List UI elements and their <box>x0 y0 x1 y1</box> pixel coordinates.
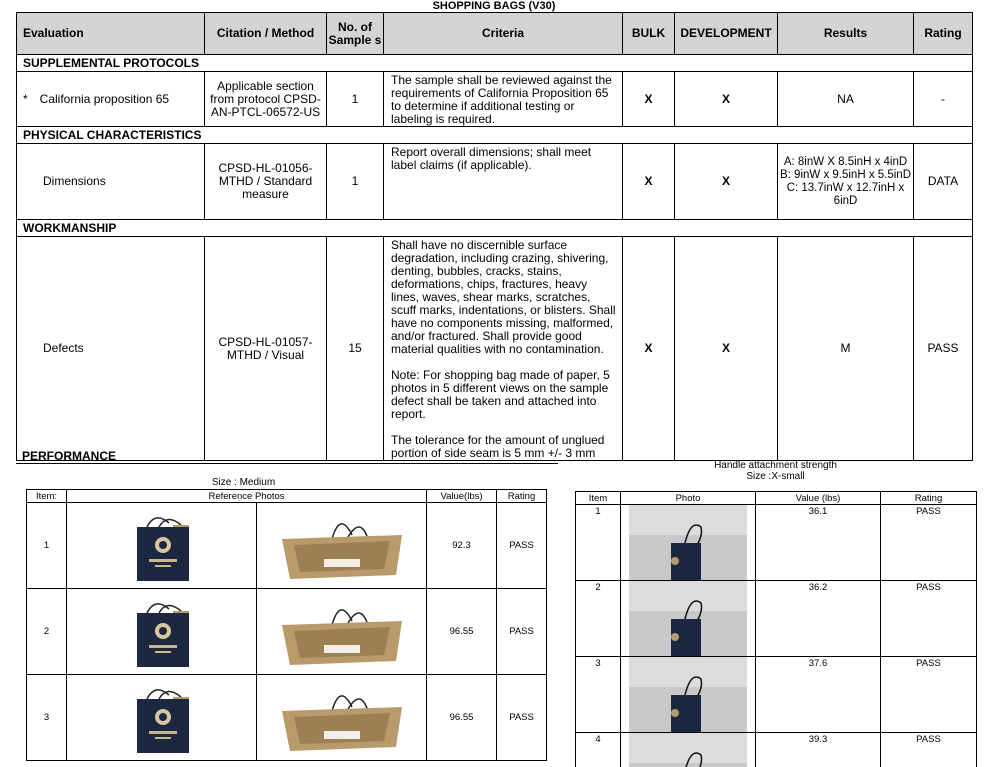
bag-open-photo <box>272 595 412 669</box>
evaluation-cell: Defects <box>17 237 205 461</box>
header-evaluation: Evaluation <box>17 13 205 55</box>
header-results: Results <box>778 13 914 55</box>
rating-cell: DATA <box>914 144 973 220</box>
rating-cell: PASS <box>914 237 973 461</box>
photo-table-row <box>27 589 547 675</box>
open-photo-cell <box>257 589 427 675</box>
citation-cell: Applicable section from protocol CPSD-AN-PTCL-06572-US <box>205 72 327 127</box>
open-photo-cell <box>257 675 427 761</box>
criteria-cell <box>384 237 623 461</box>
bag-front-photo <box>107 509 217 583</box>
handle-value-cell: 36.2 <box>756 581 881 657</box>
section-supplemental: SUPPLEMENTAL PROTOCOLS <box>17 55 973 72</box>
photo-value-cell: 96.55 <box>427 589 497 675</box>
handle-test-photo <box>629 657 747 732</box>
dimension-result-c: C: 13.7inW x 12.7inH x 6inD <box>786 181 905 207</box>
section-physical: PHYSICAL CHARACTERISTICS <box>17 127 973 144</box>
table-row <box>17 237 973 461</box>
handle-table-row <box>576 581 977 657</box>
handle-photo-cell <box>621 505 756 581</box>
bag-front-photo <box>107 681 217 755</box>
handle-photo-cell <box>621 733 756 767</box>
open-photo-cell <box>257 503 427 589</box>
test-protocol-table <box>16 12 973 461</box>
handle-test-photo <box>629 581 747 656</box>
dimension-result-a: A: 8inW X 8.5inH x 4inD <box>783 155 908 168</box>
bulk-cell: X <box>623 72 675 127</box>
dimension-result-b: B: 9inW x 9.5inH x 5.5inD <box>779 168 912 181</box>
evaluation-name: California proposition 65 <box>39 91 170 106</box>
handle-value-cell: 39.3 <box>756 733 881 767</box>
results-cell <box>778 144 914 220</box>
photo-rating-cell: PASS <box>497 675 547 761</box>
rating-cell: - <box>914 72 973 127</box>
section-workmanship: WORKMANSHIP <box>17 220 973 237</box>
development-cell: X <box>675 72 778 127</box>
samples-cell: 1 <box>327 144 384 220</box>
photo-item-number: 1 <box>27 503 67 589</box>
handle-caption-title: Handle attachment strength <box>714 460 837 471</box>
citation-cell: CPSD-HL-01056-MTHD / Standard measure <box>205 144 327 220</box>
handle-item-number: 4 <box>576 733 621 767</box>
handle-table-row <box>576 505 977 581</box>
handle-photo-cell <box>621 581 756 657</box>
handle-table-caption <box>575 460 976 482</box>
photo-table-row <box>27 503 547 589</box>
photo-table-row <box>27 675 547 761</box>
handle-item-number: 1 <box>576 505 621 581</box>
bag-open-photo <box>272 681 412 755</box>
handle-caption-size: Size :X-small <box>746 471 805 482</box>
photo-header-item: Item: <box>27 490 67 503</box>
table-row <box>17 72 973 127</box>
handle-value-cell: 37.6 <box>756 657 881 733</box>
samples-cell: 15 <box>327 237 384 461</box>
handle-test-photo <box>629 733 747 767</box>
photo-item-number: 3 <box>27 675 67 761</box>
criteria-note: Note: For shopping bag made of paper, 5 photos in 5 different views on the sample defect shall be taken and attached into report. <box>391 368 610 421</box>
photo-value-cell: 96.55 <box>427 675 497 761</box>
bag-front-photo <box>107 595 217 669</box>
development-cell: X <box>675 144 778 220</box>
header-criteria: Criteria <box>384 13 623 55</box>
criteria-paragraph: Shall have no discernible surface degradation, including crazing, shivering, denting, bubbles, cracks, stains, deformations, chips, fractures, heavy lines, waves, shear marks, scratches, scuff marks, indentations, or blisters. Shall have no components missing, malformed, and/or fractured. Shall provide good material qualities with no contamination. <box>391 238 616 356</box>
front-photo-cell <box>67 675 257 761</box>
handle-rating-cell: PASS <box>881 657 977 733</box>
section-performance: PERFORMANCE <box>16 449 558 464</box>
table-row <box>17 144 973 220</box>
bag-open-photo <box>272 509 412 583</box>
asterisk-marker: * <box>23 91 28 106</box>
front-photo-cell <box>67 503 257 589</box>
photo-table-caption: Size : Medium <box>211 477 276 488</box>
handle-photo-cell <box>621 657 756 733</box>
citation-cell: CPSD-HL-01057-MTHD / Visual <box>205 237 327 461</box>
bulk-cell: X <box>623 237 675 461</box>
evaluation-cell <box>17 72 205 127</box>
photo-header-photos: Reference Photos <box>67 490 427 503</box>
development-cell: X <box>675 237 778 461</box>
handle-value-cell: 36.1 <box>756 505 881 581</box>
results-cell: NA <box>778 72 914 127</box>
photo-rating-cell: PASS <box>497 589 547 675</box>
handle-rating-cell: PASS <box>881 733 977 767</box>
handle-header-value: Value (lbs) <box>756 492 881 505</box>
photo-header-value: Value(lbs) <box>427 490 497 503</box>
handle-header-item: Item <box>576 492 621 505</box>
photo-rating-cell: PASS <box>497 503 547 589</box>
handle-header-photo: Photo <box>621 492 756 505</box>
results-cell: M <box>778 237 914 461</box>
bulk-cell: X <box>623 144 675 220</box>
criteria-cell: Report overall dimensions; shall meet label claims (if applicable). <box>384 144 623 220</box>
handle-strength-table <box>575 491 977 767</box>
document-title: SHOPPING BAGS (V30) <box>432 0 556 12</box>
header-rating: Rating <box>914 13 973 55</box>
photo-header-rating: Rating <box>497 490 547 503</box>
criteria-cell: The sample shall be reviewed against the requirements of California Proposition 65 to determine if additional testing or labeling is required. <box>384 72 623 127</box>
header-citation: Citation / Method <box>205 13 327 55</box>
handle-test-photo <box>629 505 747 580</box>
header-development: DEVELOPMENT <box>675 13 778 55</box>
handle-rating-cell: PASS <box>881 581 977 657</box>
photo-item-number: 2 <box>27 589 67 675</box>
handle-table-row <box>576 657 977 733</box>
header-bulk: BULK <box>623 13 675 55</box>
samples-cell: 1 <box>327 72 384 127</box>
handle-table-row <box>576 733 977 767</box>
handle-rating-cell: PASS <box>881 505 977 581</box>
handle-item-number: 3 <box>576 657 621 733</box>
evaluation-cell: Dimensions <box>17 144 205 220</box>
handle-header-rating: Rating <box>881 492 977 505</box>
criteria-tolerance: The tolerance for the amount of unglued portion of side seam is 5 mm +/- 3 mm <box>391 433 605 460</box>
header-samples: No. of Sample s <box>327 13 384 55</box>
handle-item-number: 2 <box>576 581 621 657</box>
photo-value-cell: 92.3 <box>427 503 497 589</box>
front-photo-cell <box>67 589 257 675</box>
reference-photos-table <box>26 489 547 761</box>
